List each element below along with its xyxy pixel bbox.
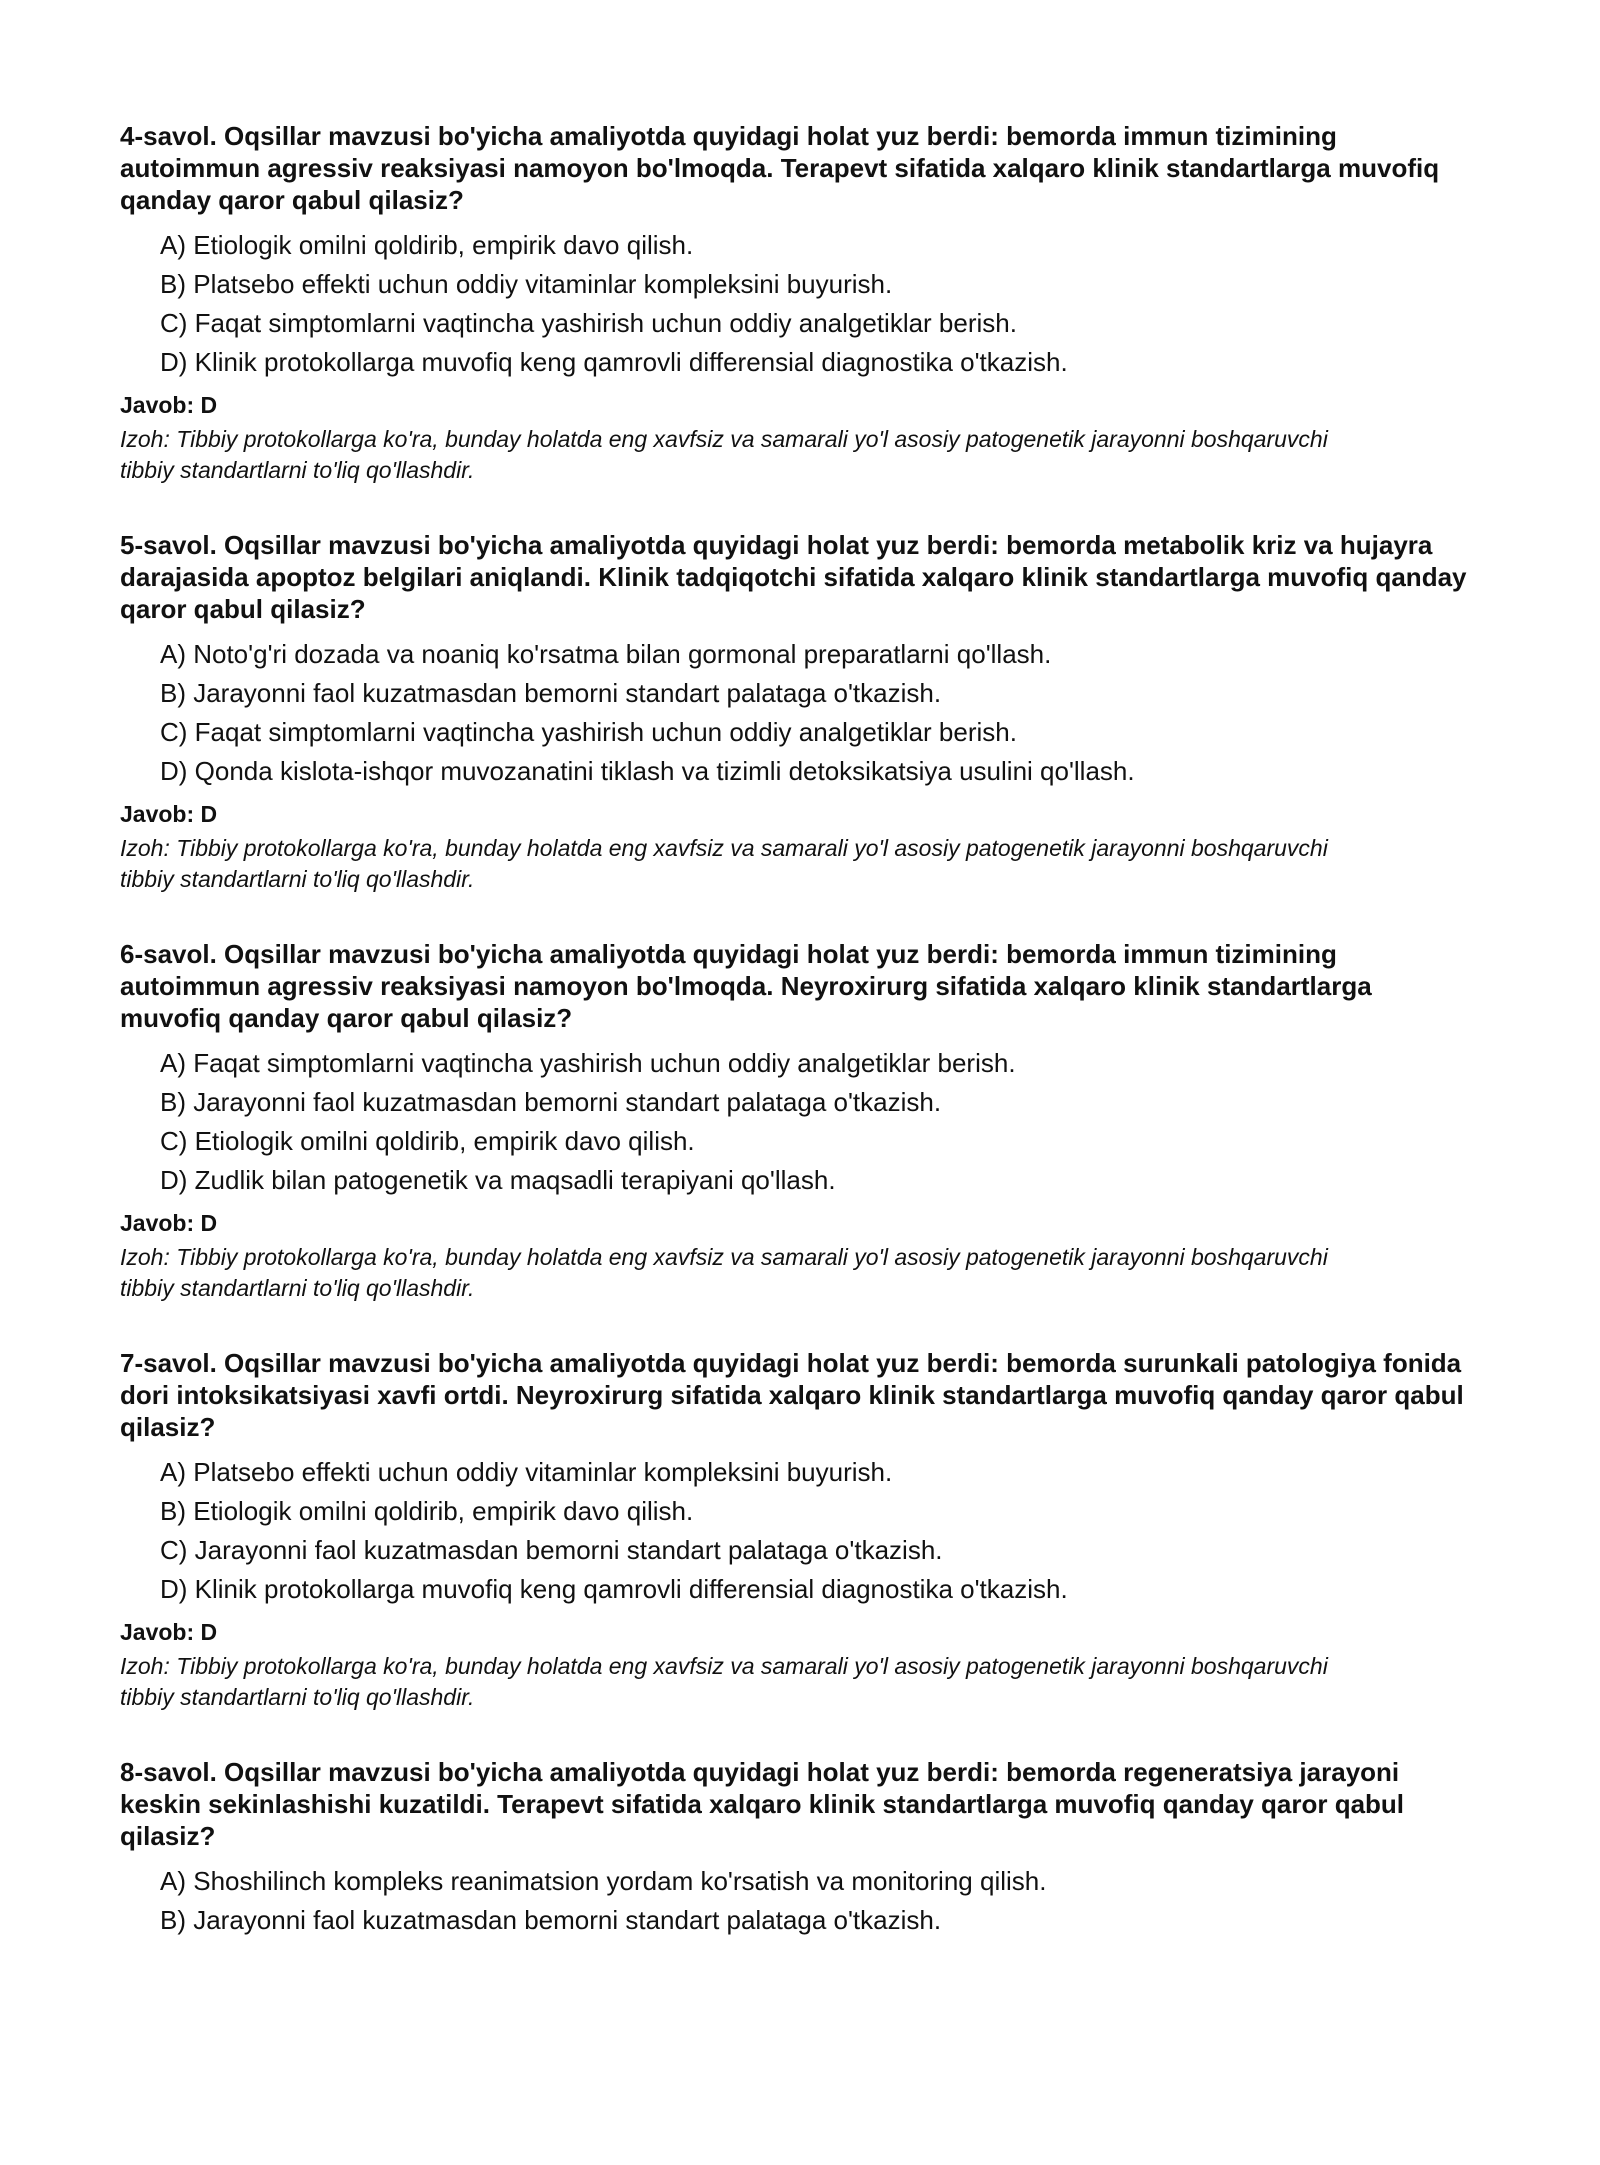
options-list [120,226,1480,382]
explanation-text: Izoh: Tibbiy protokollarga ko'ra, bunday holatda eng xavfsiz va samarali yo'l asosiy patogenetik jarayonni boshqaruvchi tibbiy standartlarni to'liq qo'llashdir. [120,835,1328,892]
option-c: C) Jarayonni faol kuzatmasdan bemorni standart palataga o'tkazish. [160,1535,943,1565]
explanation-text: Izoh: Tibbiy protokollarga ko'ra, bunday holatda eng xavfsiz va samarali yo'l asosiy patogenetik jarayonni boshqaruvchi tibbiy standartlarni to'liq qo'llashdir. [120,1244,1328,1301]
option-a: A) Platsebo effekti uchun oddiy vitaminlar kompleksini buyurish. [160,1457,893,1487]
explanation-text: Izoh: Tibbiy protokollarga ko'ra, bunday holatda eng xavfsiz va samarali yo'l asosiy patogenetik jarayonni boshqaruvchi tibbiy standartlarni to'liq qo'llashdir. [120,426,1328,483]
option-a: A) Etiologik omilni qoldirib, empirik davo qilish. [160,230,694,260]
option-c: C) Etiologik omilni qoldirib, empirik davo qilish. [160,1126,695,1156]
options-list [120,635,1480,791]
answer-label: Javob: D [120,1210,218,1236]
option-d: D) Zudlik bilan patogenetik va maqsadli terapiyani qo'llash. [160,1165,836,1195]
option-d: D) Klinik protokollarga muvofiq keng qamrovli differensial diagnostika o'tkazish. [160,347,1068,377]
question-title: 6-savol. Oqsillar mavzusi bo'yicha amaliyotda quyidagi holat yuz berdi: bemorda immun tizimining autoimmun agressiv reaksiyasi namoyon bo'lmoqda. Neyroxirurg sifatida xalqaro klinik standartlarga muvofiq qanday qaror qabul qilasiz? [120,939,1372,1033]
document-page [120,120,1480,2165]
question-title: 4-savol. Oqsillar mavzusi bo'yicha amaliyotda quyidagi holat yuz berdi: bemorda immun tizimining autoimmun agressiv reaksiyasi namoyon bo'lmoqda. Terapevt sifatida xalqaro klinik standartlarga muvofiq qanday qaror qabul qilasiz? [120,121,1440,215]
question-title: 7-savol. Oqsillar mavzusi bo'yicha amaliyotda quyidagi holat yuz berdi: bemorda surunkali patologiya fonida dori intoksikatsiyasi xavfi ortdi. Neyroxirurg sifatida xalqaro klinik standartlarga muvofiq qanday qaror qabul qilasiz? [120,1348,1464,1442]
option-d: D) Qonda kislota-ishqor muvozanatini tiklash va tizimli detoksikatsiya usulini qo'llash. [160,756,1135,786]
option-d: D) Klinik protokollarga muvofiq keng qamrovli differensial diagnostika o'tkazish. [160,1574,1068,1604]
option-a: A) Shoshilinch kompleks reanimatsion yordam ko'rsatish va monitoring qilish. [160,1866,1047,1896]
option-b: B) Jarayonni faol kuzatmasdan bemorni standart palataga o'tkazish. [160,1087,942,1117]
option-b: B) Jarayonni faol kuzatmasdan bemorni standart palataga o'tkazish. [160,1905,942,1935]
answer-label: Javob: D [120,1619,218,1645]
option-a: A) Noto'g'ri dozada va noaniq ko'rsatma bilan gormonal preparatlarni qo'llash. [160,639,1052,669]
option-b: B) Etiologik omilni qoldirib, empirik davo qilish. [160,1496,694,1526]
options-list [120,1453,1480,1609]
question-block [120,1756,1480,2165]
answer-label: Javob: D [120,801,218,827]
option-c: C) Faqat simptomlarni vaqtincha yashirish uchun oddiy analgetiklar berish. [160,308,1017,338]
option-b: B) Jarayonni faol kuzatmasdan bemorni standart palataga o'tkazish. [160,678,942,708]
options-list [120,1862,1480,1940]
explanation-text: Izoh: Tibbiy protokollarga ko'ra, bunday holatda eng xavfsiz va samarali yo'l asosiy patogenetik jarayonni boshqaruvchi tibbiy standartlarni to'liq qo'llashdir. [120,1653,1328,1710]
answer-label: Javob: D [120,392,218,418]
question-block [120,120,1480,529]
option-c: C) Faqat simptomlarni vaqtincha yashirish uchun oddiy analgetiklar berish. [160,717,1017,747]
options-list [120,1044,1480,1200]
question-title: 8-savol. Oqsillar mavzusi bo'yicha amaliyotda quyidagi holat yuz berdi: bemorda regeneratsiya jarayoni keskin sekinlashishi kuzatildi. Terapevt sifatida xalqaro klinik standartlarga muvofiq qanday qaror qabul qilasiz? [120,1757,1405,1851]
question-block [120,938,1480,1347]
question-block [120,1347,1480,1756]
option-b: B) Platsebo effekti uchun oddiy vitaminlar kompleksini buyurish. [160,269,893,299]
question-title: 5-savol. Oqsillar mavzusi bo'yicha amaliyotda quyidagi holat yuz berdi: bemorda metabolik kriz va hujayra darajasida apoptoz belgilari aniqlandi. Klinik tadqiqotchi sifatida xalqaro klinik standartlarga muvofiq qanday qaror qabul qilasiz? [120,530,1467,624]
question-block [120,529,1480,938]
option-a: A) Faqat simptomlarni vaqtincha yashirish uchun oddiy analgetiklar berish. [160,1048,1016,1078]
